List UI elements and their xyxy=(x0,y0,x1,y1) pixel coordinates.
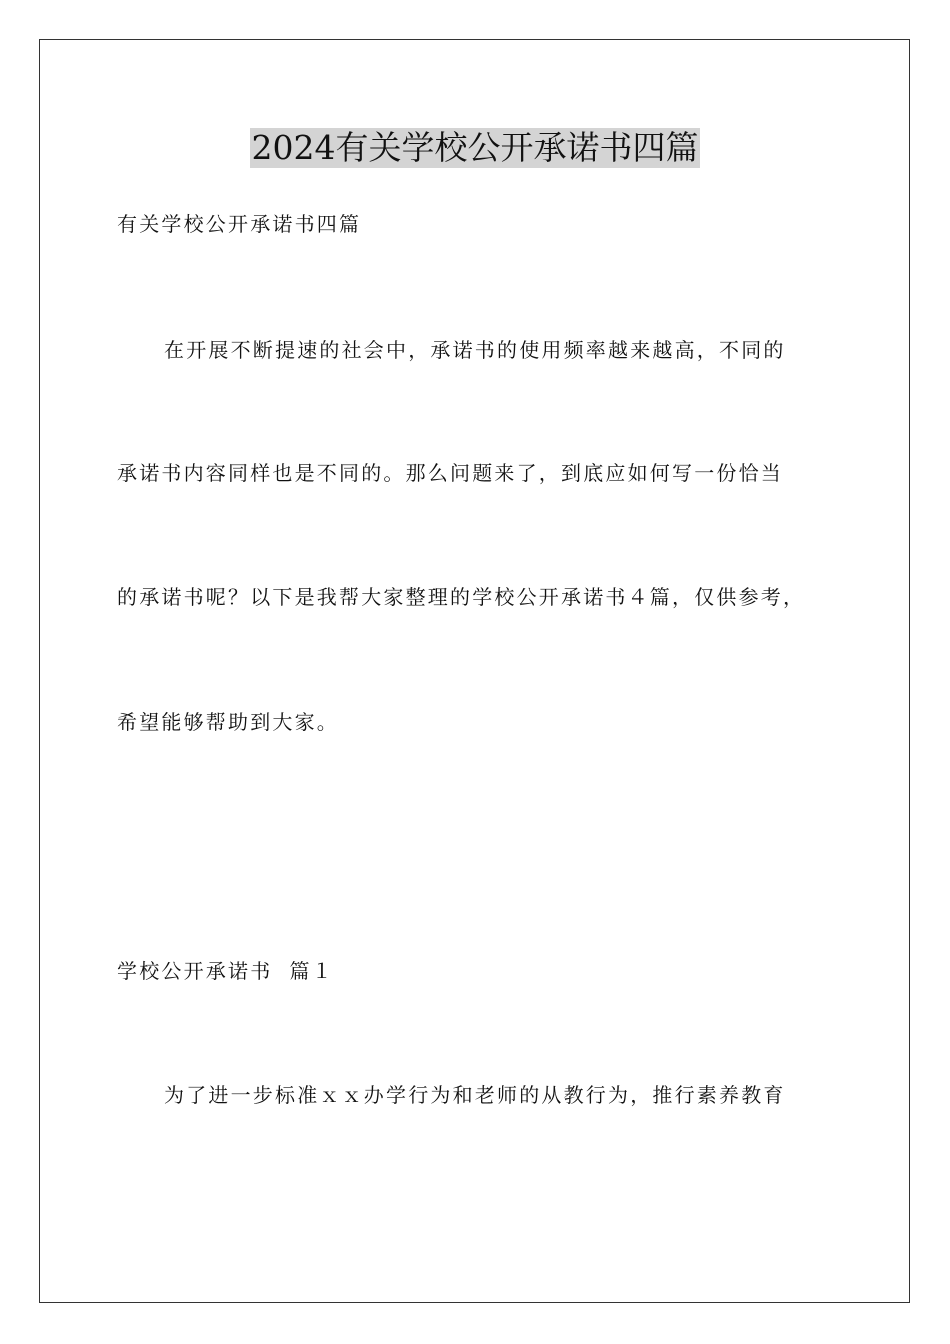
section-paragraph-line-1: 为了进一步标准ｘｘ办学行为和老师的从教行为，推行素养教育 xyxy=(164,1083,786,1107)
intro-line-3: 的承诺书呢？以下是我帮大家整理的学校公开承诺书４篇，仅供参考， xyxy=(117,585,806,609)
document-subtitle: 有关学校公开承诺书四篇 xyxy=(117,212,362,236)
section-heading: 学校公开承诺书 篇１ xyxy=(117,959,334,983)
document-title: 2024有关学校公开承诺书四篇 xyxy=(251,128,699,167)
intro-line-1: 在开展不断提速的社会中，承诺书的使用频率越来越高，不同的 xyxy=(164,338,786,362)
title-container xyxy=(0,128,950,168)
intro-line-4: 希望能够帮助到大家。 xyxy=(117,710,339,734)
intro-line-2: 承诺书内容同样也是不同的。那么问题来了，到底应如何写一份恰当 xyxy=(117,461,783,485)
